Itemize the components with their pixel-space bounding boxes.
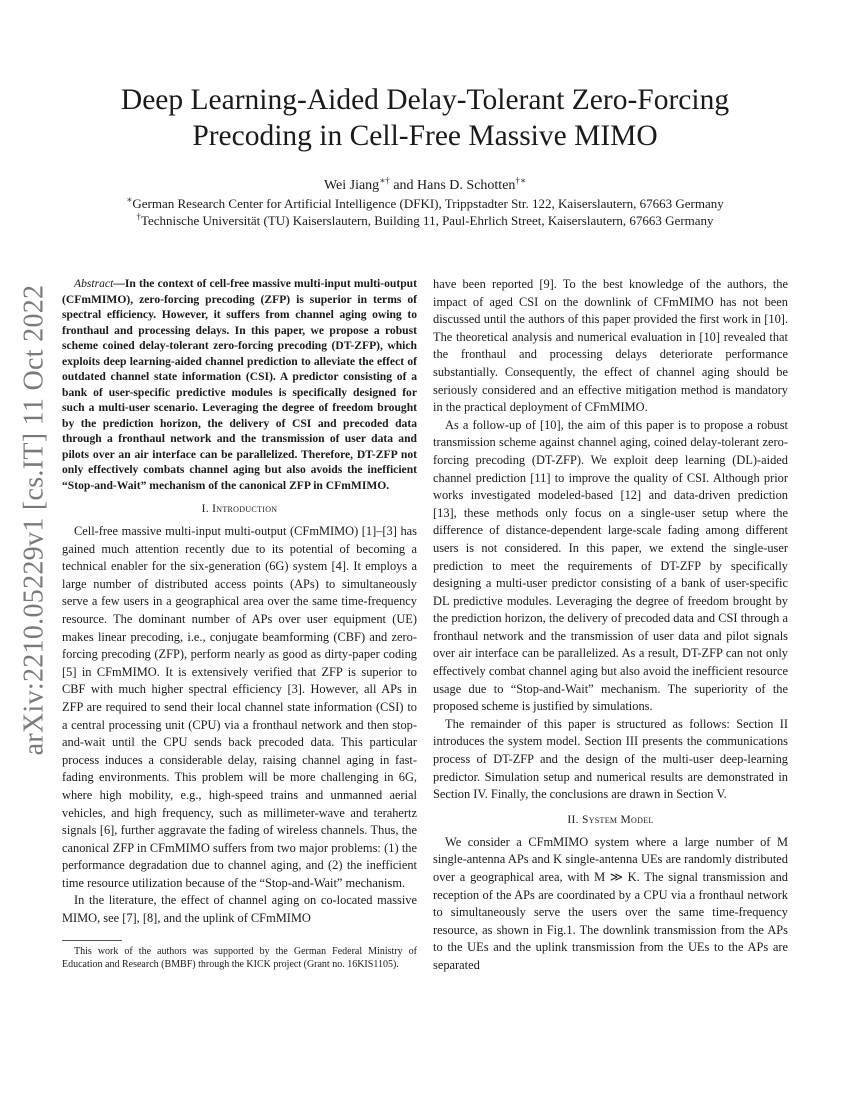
section-heading-system-model: [433, 812, 788, 828]
arxiv-sidebar: [10, 280, 58, 760]
abstract-lead: Abstract: [74, 277, 114, 290]
system-model-paragraph: We consider a CFmMIMO system where a large number of M single-antenna APs and K single-antenna UEs are randomly distributed over a geographical area, with M ≫ K. The signal transmission and reception of the APs are coordinated by a CPU via a fronthaul network to simultaneously serve the users over the same time-frequency resource, as shown in Fig.1. The downlink transmission from the APs to the UEs and the uplink transmission from the UEs to the APs are separated: [433, 834, 788, 972]
section-1-number: I.: [201, 503, 213, 515]
author-2: Hans D. Schotten: [417, 178, 516, 193]
affiliation-2-mark: †: [136, 211, 141, 222]
section-2-title: System Model: [582, 813, 654, 826]
section-1-title: Introduction: [212, 503, 278, 515]
right-paragraph-2: As a follow-up of [10], the aim of this paper is to propose a robust transmission scheme against channel aging, coined delay-tolerant zero-forcing precoding (DT-ZFP). We exploit deep learning (DL)-aided channel prediction [11] to improve the quality of CSI. Although prior works investigated modeled-based [12] and data-driven prediction [13], these methods only focus on a single-user setup where the difference of distance-dependent large-scale fading among different users is not considered. In this paper, we extend the single-user prediction to meet the requirements of DT-ZFP by specifically designing a multi-user predictor consisting of a bank of user-specific DL predictive modules. Leveraging the degree of freedom brought by the prediction horizon, the delivery of precoded data and CSI through a fronthaul network and the transmission of user data and pilot signals over air interface can be parallelized. As a result, DT-ZFP can not only effectively combat channel aging but also avoid the inefficient resource usage due to “Stop-and-Wait” mechanism. The superiority of the proposed scheme is justified by simulations.: [433, 417, 788, 714]
title-line-2: Precoding in Cell-Free Massive MIMO: [192, 120, 658, 152]
affiliation-2: [60, 212, 790, 229]
author-1-marks: ∗†: [379, 175, 390, 186]
author-1: Wei Jiang: [323, 178, 380, 193]
author-and: and: [389, 178, 418, 193]
right-paragraph-3: The remainder of this paper is structured as follows: Section II introduces the system model. Section III presents the communications process of DT-ZFP and the design of the multi-user deep-learning predictor. Simulation setup and numerical results are demonstrated in Section IV. Finally, the conclusions are drawn in Section V.: [433, 716, 788, 802]
intro-paragraph-1: Cell-free massive multi-input multi-output (CFmMIMO) [1]–[3] has gained much attention recently due to its potential of becoming a technical enabler for the six-generation (6G) system [4]. It employs a large number of distributed access points (APs) to simultaneously serve a few users in a geographical area over the same time-frequency resource. The dominant number of APs over user equipment (UE) makes linear precoding, i.e., conjugate beamforming (CBF) and zero-forcing precoding (ZFP), perform nearly as good as dirty-paper coding [5] in CFmMIMO. It is extensively verified that ZFP is superior to CBF with much higher spectral efficiency [3]. However, all APs in ZFP are required to send their local channel state information (CSI) to a central processing unit (CPU) via a fronthaul network and then stop-and-wait until the CPU sends back precoded data. This particular process induces a considerable delay, raising channel aging in fast-fading environments. This problem will be more challenging in 6G, where high mobility, e.g., high-speed trains and unmanned aerial vehicles, and high frequency, such as millimeter-wave and terahertz signals [6], further aggravate the fading of wireless channels. Thus, the canonical ZFP in CFmMIMO suffers from two major problems: (1) the performance degradation due to channel aging, and (2) the inefficient time resource utilization because of the “Stop-and-Wait” mechanism.: [62, 524, 417, 890]
paper-title: [60, 82, 790, 154]
funding-footnote: This work of the authors was supported by the German Federal Ministry of Education and Research (BMBF) through the KICK project (Grant no. 16KIS1105).: [62, 945, 417, 970]
abstract-text: —In the context of cell-free massive multi-input multi-output (CFmMIMO), zero-forcing precoding (ZFP) is superior in terms of spectral efficiency. However, it suffers from channel aging owing to fronthaul and processing delays. In this paper, we propose a robust scheme coined delay-tolerant zero-forcing precoding (DT-ZFP), which exploits deep learning-aided channel prediction to alleviate the effect of outdated channel state information (CSI). A predictor consisting of a bank of user-specific predictive modules is specifically designed for such a multi-user scenario. Leveraging the degree of freedom brought by the prediction horizon, the delivery of CSI and precoded data through a fronthaul network and the transmission of user data and pilots over an air interface can be parallelized. Therefore, DT-ZFP not only effectively combats channel aging but also avoids the inefficient “Stop-and-Wait” mechanism of the canonical ZFP in CFmMIMO.: [62, 277, 417, 492]
intro-paragraph-2: In the literature, the effect of channel aging on co-located massive MIMO, see [7], [8], and the uplink of CFmMIMO: [62, 893, 417, 926]
footnote-divider: [62, 940, 122, 941]
right-paragraph-1: have been reported [9]. To the best knowledge of the authors, the impact of aged CSI on the downlink of CFmMIMO has not been discussed until the authors of this paper provided the first work in [10]. The theoretical analysis and numerical evaluation in [10] revealed that the fronthaul and processing delays deteriorate performance substantially. Consequently, the effect of channel aging should be seriously considered and an effective mitigation method is mandatory in the practical deployment of CFmMIMO.: [433, 277, 788, 415]
section-2-number: II.: [567, 813, 583, 826]
author-line: [60, 177, 790, 195]
right-column: [433, 276, 788, 975]
title-line-1: Deep Learning-Aided Delay-Tolerant Zero-Forcing: [120, 84, 730, 116]
abstract: [62, 276, 417, 493]
affiliation-1-text: German Research Center for Artificial Intelligence (DFKI), Trippstadter Str. 122, Kaiserslautern, 67663 Germany: [132, 196, 724, 211]
section-heading-introduction: [62, 501, 417, 517]
author-2-marks: †∗: [515, 175, 527, 186]
affiliation-1-mark: ∗: [126, 194, 133, 205]
arxiv-identifier: arXiv:2210.05229v1 [cs.IT] 11 Oct 2022: [18, 284, 50, 756]
affiliation-2-text: Technische Universität (TU) Kaiserslautern, Building 11, Paul-Ehrlich Street, Kaiserslautern, 67663 Germany: [140, 213, 714, 228]
affiliation-1: [60, 195, 790, 212]
left-column: [62, 276, 417, 971]
